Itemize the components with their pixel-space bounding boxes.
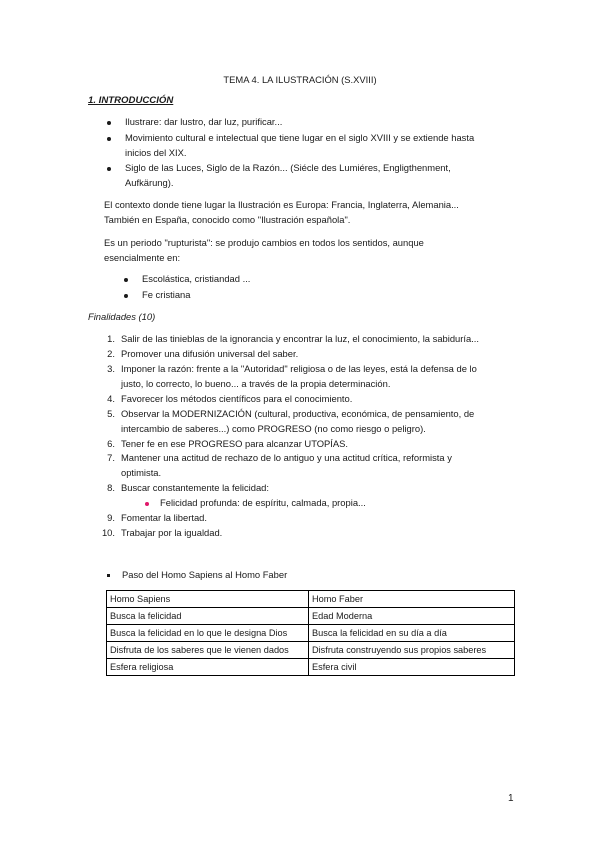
context-paragraph-line: También en España, conocido como "Ilustración española". xyxy=(104,214,351,225)
table-row xyxy=(107,659,515,676)
sub-list-item: Felicidad profunda: de espíritu, calmada, propia... xyxy=(160,497,366,508)
table-cell: Edad Moderna xyxy=(309,608,515,625)
table-cell: Busca la felicidad xyxy=(107,608,309,625)
bullet-icon xyxy=(124,278,128,282)
list-item-continuation: inicios del XIX. xyxy=(125,147,187,158)
list-item: Buscar constantemente la felicidad: xyxy=(121,482,269,493)
section-heading: 1. INTRODUCCIÓN xyxy=(88,95,174,106)
finalities-heading: Finalidades (10) xyxy=(88,311,156,322)
list-item: Imponer la razón: frente a la "Autoridad" religiosa o de las leyes, está la defensa de lo xyxy=(121,363,477,374)
list-item: Observar la MODERNIZACIÓN (cultural, productiva, económica, de pensamiento, de xyxy=(121,408,475,419)
list-item: Promover una difusión universal del saber. xyxy=(121,348,299,359)
list-item-continuation: optimista. xyxy=(121,467,162,478)
table-cell: Disfruta construyendo sus propios saberes xyxy=(309,642,515,659)
list-item: Siglo de las Luces, Siglo de la Razón... (Siécle des Lumiéres, Engligthenment, xyxy=(125,162,451,173)
table-cell: Homo Sapiens xyxy=(107,591,309,608)
list-item: Salir de las tinieblas de la ignorancia y encontrar la luz, el conocimiento, la sabiduría... xyxy=(121,333,480,344)
square-bullet-icon xyxy=(107,574,110,577)
list-item: Favorecer los métodos científicos para el conocimiento. xyxy=(121,393,353,404)
pink-bullet-icon xyxy=(145,502,149,506)
table-cell: Busca la felicidad en lo que le designa Dios xyxy=(107,625,309,642)
table-row xyxy=(107,625,515,642)
list-number: 6. xyxy=(107,438,115,449)
bullet-icon xyxy=(107,167,111,171)
list-item: Mantener una actitud de rechazo de lo antiguo y una actitud crítica, reformista y xyxy=(121,452,452,463)
table-cell: Esfera religiosa xyxy=(107,659,309,676)
rupture-paragraph-line: Es un periodo "rupturista": se produjo cambios en todos los sentidos, aunque xyxy=(104,237,424,248)
list-item: Tener fe en ese PROGRESO para alcanzar UTOPÍAS. xyxy=(121,438,349,449)
list-number: 10. xyxy=(101,527,115,538)
table-intro: Paso del Homo Sapiens al Homo Faber xyxy=(122,569,288,580)
list-item: Movimiento cultural e intelectual que tiene lugar en el siglo XVIII y se extiende hasta xyxy=(125,132,475,143)
bullet-icon xyxy=(124,294,128,298)
list-number: 7. xyxy=(107,452,115,463)
list-item: Fe cristiana xyxy=(142,289,191,300)
list-item-continuation: Aufkärung). xyxy=(125,177,174,188)
list-number: 4. xyxy=(107,393,115,404)
table-cell: Homo Faber xyxy=(309,591,515,608)
list-number: 1. xyxy=(107,333,115,344)
list-number: 3. xyxy=(107,363,115,374)
comparison-table xyxy=(106,590,515,676)
page-title: TEMA 4. LA ILUSTRACIÓN (S.XVIII) xyxy=(223,74,377,85)
list-number: 9. xyxy=(107,512,115,523)
table-row xyxy=(107,591,515,608)
table-cell: Esfera civil xyxy=(309,659,515,676)
table-row xyxy=(107,608,515,625)
bullet-icon xyxy=(107,137,111,141)
list-item-continuation: justo, lo correcto, lo bueno... a través de la propia determinación. xyxy=(121,378,391,389)
table-cell: Disfruta de los saberes que le vienen dados xyxy=(107,642,309,659)
list-item: Trabajar por la igualdad. xyxy=(121,527,223,538)
list-item: Escolástica, cristiandad ... xyxy=(142,273,251,284)
list-number: 5. xyxy=(107,408,115,419)
rupture-paragraph-line: esencialmente en: xyxy=(104,252,181,263)
page-number: 1 xyxy=(508,793,514,804)
table-cell: Busca la felicidad en su día a día xyxy=(309,625,515,642)
list-number: 8. xyxy=(107,482,115,493)
context-paragraph-line: El contexto donde tiene lugar la Ilustración es Europa: Francia, Inglaterra, Alemania... xyxy=(104,199,459,210)
table-row xyxy=(107,642,515,659)
list-item-continuation: intercambio de saberes...) como PROGRESO (no como riesgo o peligro). xyxy=(121,423,426,434)
bullet-icon xyxy=(107,121,111,125)
list-number: 2. xyxy=(107,348,115,359)
list-item: Ilustrare: dar lustro, dar luz, purificar... xyxy=(125,116,283,127)
list-item: Fomentar la libertad. xyxy=(121,512,207,523)
